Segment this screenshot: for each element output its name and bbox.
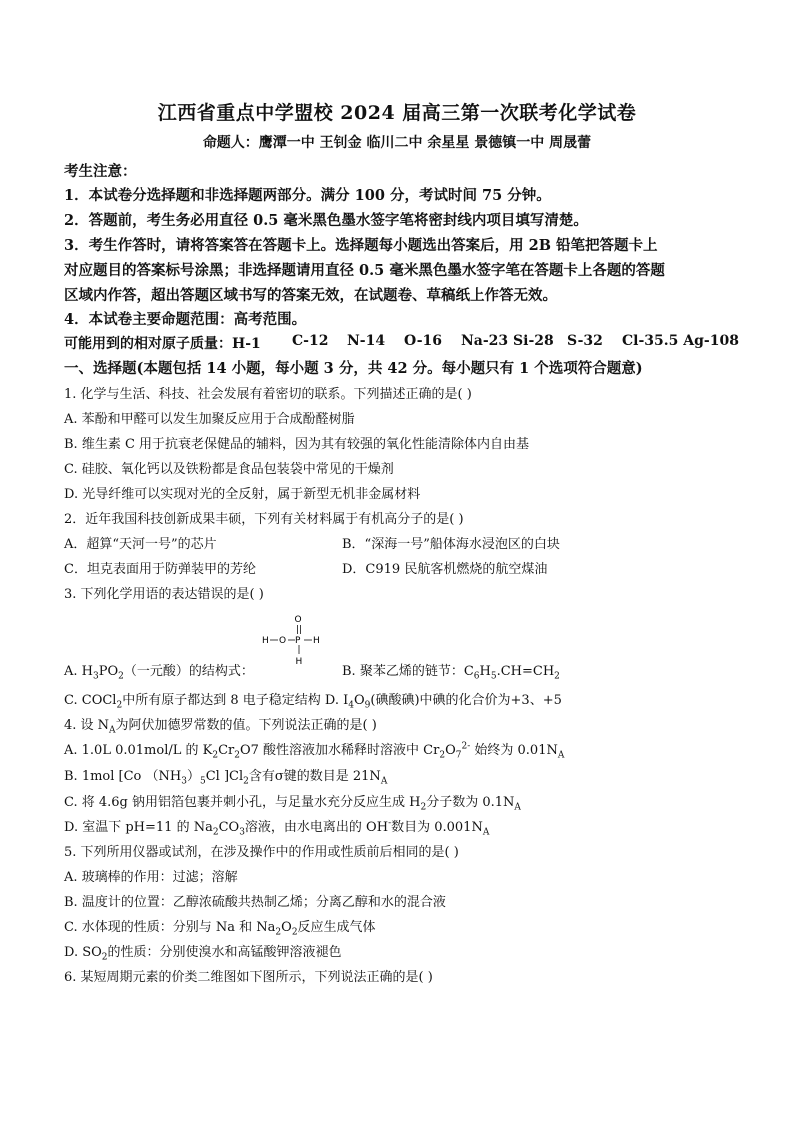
- question-4-stem: 4. 设 $N_A$为阿伏加德罗常数的值。下列说法正确的是( ): [64, 718, 377, 736]
- question-2-option-a: A．超算“天河一号”的芯片: [64, 537, 217, 552]
- struct-h-bottom: H: [295, 657, 303, 667]
- atomic-mass-label: 可能用到的相对原子质量：H-1: [64, 336, 261, 352]
- atomic-mass-na-si: Na-23 Si-28: [461, 333, 554, 349]
- authors-line: 命题人：鹰潭一中 王钊金 临川二中 余星星 景德镇一中 周晟蕾: [202, 135, 592, 151]
- question-3-options-c-d: [64, 689, 562, 711]
- struct-h-right: H: [313, 636, 320, 646]
- question-4-option-d: D. 室温下 pH=11 的 $Na_2CO_3$溶液，由水电离出的 OH-数目为 $0.001N_A$: [64, 818, 490, 838]
- h3po2-structural-formula: [256, 612, 326, 672]
- question-2-stem: 2．近年我国科技创新成果丰硕，下列有关材料属于有机高分子的是( ): [64, 512, 464, 527]
- section-1-heading: 一、选择题(本题包括 14 小题，每小题 3 分，共 42 分。每小题只有 1 个选项符合题意): [64, 360, 643, 377]
- question-3-option-d: D. $I_4O_9$(碘酸碘)中碘的化合价为+3、+5: [320, 693, 562, 711]
- atomic-mass-o: O-16: [404, 333, 443, 349]
- question-2-option-c: C．坦克表面用于防弹装甲的芳纶: [64, 562, 256, 577]
- question-4-option-a: A. 1.0L 0.01mol/L 的 $K_2Cr_2O7$ 酸性溶液加水稀释时溶液中 $Cr_2O_7^{2-}$ 始终为 $0.01N_A$: [64, 741, 565, 761]
- question-4-option-c: C. 将 4.6g 钠用铝箔包裹并刺小孔，与足量水充分反应生成 $H_2$分子数为 $0.1N_A$: [64, 795, 521, 813]
- notice-item-2: 2．答题前，考生务必用直径 0.5 毫米黑色墨水签字笔将密封线内项目填写清楚。: [64, 212, 588, 229]
- atomic-mass-n: N-14: [347, 333, 386, 349]
- notice-item-1: 1．本试卷分选择题和非选择题两部分。满分 100 分，考试时间 75 分钟。: [64, 187, 551, 204]
- notice-heading: 考生注意：: [64, 163, 137, 180]
- question-5-option-c: C. 水体现的性质：分别与 Na 和 $Na_2O_2$反应生成气体: [64, 920, 376, 938]
- atomic-mass-c: C-12: [292, 333, 329, 349]
- struct-p: P: [295, 636, 301, 646]
- atomic-mass-cl-ag: Cl-35.5 Ag-108: [622, 333, 739, 349]
- page-title: 江西省重点中学盟校 2024 届高三第一次联考化学试卷: [157, 102, 637, 124]
- question-5-option-d: D. $SO_2$的性质：分别使溴水和高锰酸钾溶液褪色: [64, 945, 342, 963]
- question-3-stem: 3. 下列化学用语的表达错误的是( ): [64, 587, 264, 602]
- struct-o: O: [279, 636, 287, 646]
- question-3-option-a: A. $H_3PO_2$（一元酸）的结构式：: [64, 664, 254, 682]
- question-1-option-d: D. 光导纤维可以实现对光的全反射，属于新型无机非金属材料: [64, 487, 421, 502]
- notice-item-3-line-2: 对应题目的答案标号涂黑；非选择题请用直径 0.5 毫米黑色墨水签字笔在答题卡上各题的答题: [64, 262, 665, 279]
- question-3-option-c: C. COCl$_2$中所有原子都达到 8 电子稳定结构: [64, 693, 321, 711]
- notice-item-3-line-1: 3．考生作答时，请将答案答在答题卡上。选择题每小题选出答案后，用 2B 铅笔把答题卡上: [64, 237, 658, 254]
- question-3-option-b: B. 聚苯乙烯的链节：$C_6H_5.CH=CH_2$: [342, 664, 560, 682]
- question-1-option-b: B. 维生素 C 用于抗衰老保健品的辅料，因为其有较强的氧化性能清除体内自由基: [64, 437, 530, 452]
- question-4-option-b: B. 1mol [Co $(NH_3)_5Cl$ ]$Cl_2$含有σ键的数目是 $21N_A$: [64, 769, 388, 787]
- struct-h-left: H: [262, 636, 269, 646]
- question-5-stem: 5. 下列所用仪器或试剂，在涉及操作中的作用或性质前后相同的是( ): [64, 845, 459, 860]
- question-5-option-a: A. 玻璃棒的作用：过滤；溶解: [64, 870, 238, 885]
- question-2-option-b: B．“深海一号”船体海水浸泡区的白块: [342, 537, 560, 552]
- question-1-option-c: C. 硅胶、氧化钙以及铁粉都是食品包装袋中常见的干燥剂: [64, 462, 394, 477]
- question-6-stem: 6. 某短周期元素的价类二维图如下图所示，下列说法正确的是( ): [64, 970, 433, 985]
- struct-o-top: O: [294, 615, 302, 625]
- question-1-option-a: A. 苯酚和甲醛可以发生加聚反应用于合成酚醛树脂: [64, 412, 355, 427]
- question-2-option-d: D．C919 民航客机燃烧的航空煤油: [342, 562, 548, 577]
- question-5-option-b: B. 温度计的位置：乙醇浓硫酸共热制乙烯；分离乙醇和水的混合液: [64, 895, 446, 910]
- notice-item-3-line-3: 区域内作答，超出答题区域书写的答案无效，在试题卷、草稿纸上作答无效。: [64, 287, 557, 304]
- question-1-stem: 1. 化学与生活、科技、社会发展有着密切的联系。下列描述正确的是( ): [64, 387, 472, 402]
- notice-item-4: 4．本试卷主要命题范围：高考范围。: [64, 311, 307, 328]
- atomic-mass-s: S-32: [567, 333, 603, 349]
